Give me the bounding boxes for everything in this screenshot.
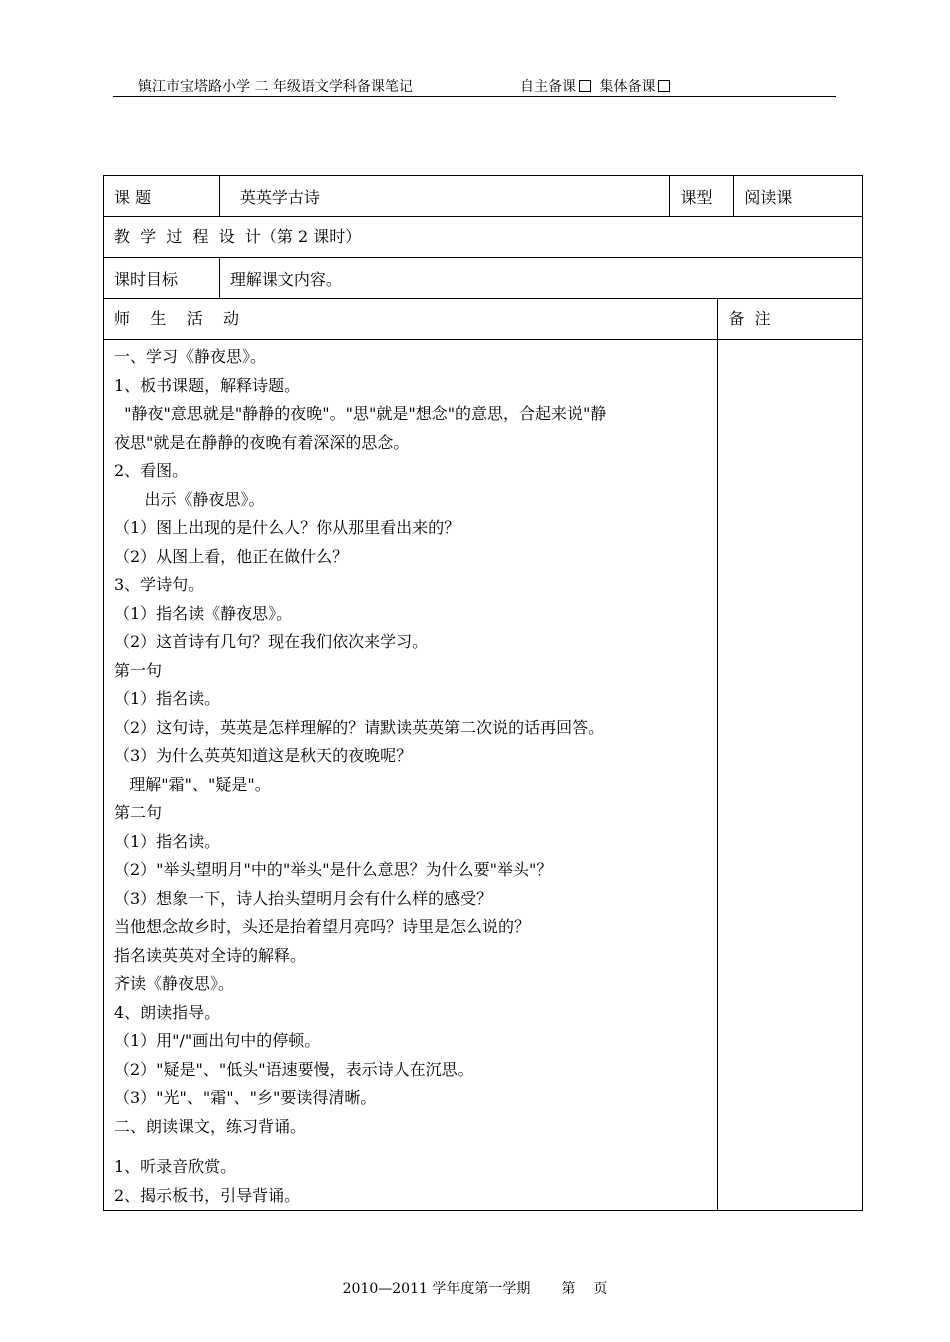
activity-line: 当他想念故乡时，头还是抬着望月亮吗？诗里是怎么说的？ [114, 917, 531, 936]
activity-line: （1）指名读《静夜思》。 [114, 603, 293, 623]
activity-line: 出示《静夜思》。 [114, 489, 265, 509]
activity-content [104, 340, 718, 1211]
type-label: 课型 [670, 176, 734, 217]
activity-line: 第一句 [114, 660, 163, 680]
school-title: 镇江市宝塔路小学 二 年级语文学科备课笔记 [138, 79, 413, 95]
activity-line: 二、朗读课文，练习背诵。 [114, 1116, 307, 1136]
activity-line: 2、看图。 [114, 461, 189, 480]
activity-line: 1、板书课题，解释诗题。 [114, 375, 301, 395]
self-prep-checkbox[interactable] [579, 80, 591, 92]
activity-line: 理解"霜"、"疑是"。 [114, 774, 271, 794]
activity-line: （1）指名读。 [114, 831, 221, 851]
activity-label: 师 生 活 动 [104, 299, 718, 340]
topic-label: 课 题 [104, 176, 220, 217]
activity-line: 夜思"就是在静静的夜晚有着深深的思念。 [114, 432, 410, 452]
activity-line: （1）用"/"画出句中的停顿。 [114, 1031, 321, 1050]
activity-line: （2）这首诗有几句？现在我们依次来学习。 [114, 632, 429, 651]
activity-line: （1）图上出现的是什么人？你从那里看出来的？ [114, 518, 461, 537]
activity-line: （2）"疑是"、"低头"语速要慢，表示诗人在沉思。 [114, 1059, 474, 1079]
type-value: 阅读课 [734, 176, 863, 217]
page-header [113, 76, 836, 97]
design-title: 教 学 过 程 设 计（第 2 课时） [104, 217, 863, 258]
group-prep-label: 集体备课 [599, 79, 656, 95]
page-footer [0, 1278, 950, 1298]
prep-options [520, 76, 674, 96]
activity-line: 一、学习《静夜思》。 [114, 347, 267, 366]
activity-line: "静夜"意思就是"静静的夜晚"。"思"就是"想念"的意思，合起来说"静 [114, 404, 607, 423]
term-label: 2010—2011 学年度第一学期 [342, 1281, 531, 1297]
activity-line: （2）这句诗，英英是怎样理解的？请默读英英第二次说的话再回答。 [114, 717, 605, 737]
lesson-plan-table [103, 175, 863, 1211]
activity-line: （2）从图上看，他正在做什么？ [114, 546, 349, 566]
activity-line: （1）指名读。 [114, 689, 221, 708]
activity-line: （3）为什么英英知道这是秋天的夜晚呢？ [114, 746, 413, 765]
topic-value: 英英学古诗 [219, 176, 670, 217]
activity-line: （2）"举头望明月"中的"举头"是什么意思？为什么要"举头"？ [114, 860, 553, 879]
activity-line: 4、朗读指导。 [114, 1002, 221, 1022]
goal-value: 理解课文内容。 [219, 258, 862, 299]
activity-lines [114, 343, 717, 1141]
page-number-label: 第 页 [561, 1281, 608, 1297]
activity-lines-after-gap [114, 1153, 717, 1210]
activity-line: 1、听录音欣赏。 [114, 1157, 237, 1176]
notes-content [718, 340, 863, 1211]
group-prep-checkbox[interactable] [658, 80, 670, 92]
activity-line: （3）想象一下，诗人抬头望明月会有什么样的感受？ [114, 888, 493, 908]
activity-line: （3）"光"、"霜"、"乡"要读得清晰。 [114, 1088, 377, 1107]
activity-line: 指名读英英对全诗的解释。 [114, 945, 307, 965]
activity-line: 齐读《静夜思》。 [114, 974, 235, 993]
goal-label: 课时目标 [104, 258, 220, 299]
activity-line: 2、揭示板书，引导背诵。 [114, 1185, 301, 1205]
activity-line: 第二句 [114, 803, 163, 822]
activity-line: 3、学诗句。 [114, 575, 205, 594]
self-prep-label: 自主备课 [520, 79, 576, 95]
notes-label: 备 注 [718, 299, 863, 340]
